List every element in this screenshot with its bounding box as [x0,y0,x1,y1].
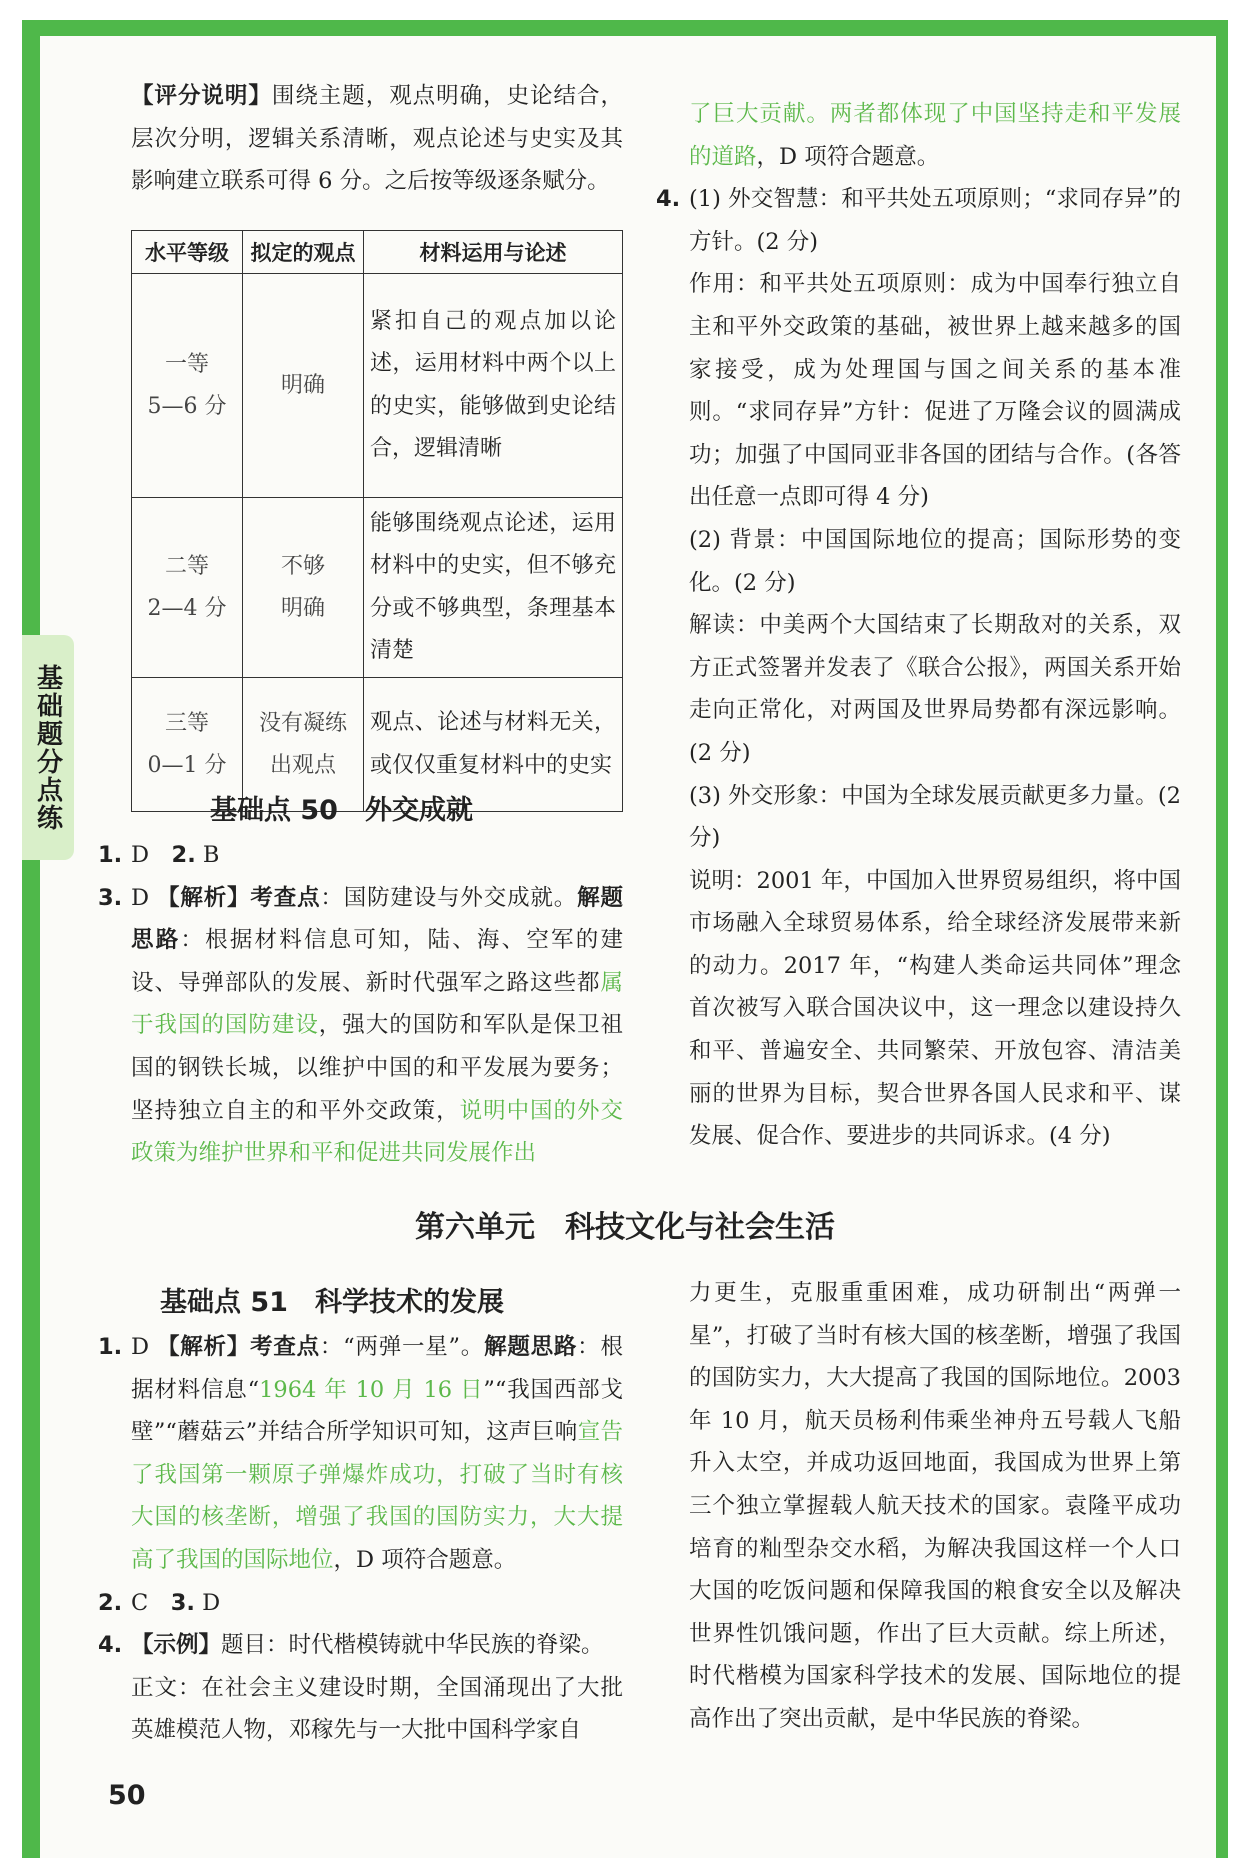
analysis-label: 【解析】 [157,884,251,911]
side-tab-label: 基础题分点练 [32,663,63,832]
section-title-50: 基础点 50 外交成就 [210,795,473,826]
answer-2: C [131,1589,171,1616]
answer-1: D [131,1334,157,1360]
kaochadian-text: ：“两弹一星”。 [319,1334,485,1360]
analysis-text: ：根据材料信息可知，陆、海、空军的建设、导弹部队的发展、新时代强军之路这些都 [131,927,623,996]
answer-3: D [194,1589,221,1616]
question-number: 3. [170,1589,195,1616]
view-cell: 明确 [243,274,364,498]
answer-text: ，D 项符合题意。 [756,143,940,170]
question-number: 3. [98,884,123,911]
analysis-text: ：根据材料信息“ [131,1334,623,1403]
answer-line: (1) 外交智慧：和平共处五项原则；“求同存异”的方针。(2 分) [689,186,1181,255]
level-cell: 二等 2—4 分 [132,498,243,678]
desc-cell: 紧扣自己的观点加以论述，运用材料中两个以上的史实，能够做到史论结合，逻辑清晰 [364,274,623,498]
essay-body: 正文：在社会主义建设时期，全国涌现出了大批英雄模范人物，邓稼先与一大批中国科学家自 [131,1674,623,1744]
answer-line: 解读：中美两个大国结束了长期敌对的关系，双方正式签署并发表了《联合公报》，两国关系开始走向正常化，对两国及世界局势都有深远影响。(2 分) [689,612,1181,766]
side-tab [22,635,74,860]
highlight-text: 了巨大贡献。两者都体现了中国坚持走和平发展的道路 [689,101,1181,170]
silu-label: 解题思路 [131,884,623,954]
answer-line: 作用：和平共处五项原则：成为中国奉行独立自主和平外交政策的基础，被世界上越来越多的国家接受，成为处理国与国之间关系的基本准则。“求同存异”方针：促进了万隆会议的圆满成功；加强了中国同亚非各国的团结与合作。(各答出任意一点即可得 4 分) [689,271,1181,511]
answer-3: D [131,884,158,911]
silu-label: 解题思路 [484,1334,578,1360]
table-header: 材料运用与论述 [364,231,623,274]
answers-50 [98,834,623,1175]
unit-title: 第六单元 科技文化与社会生活 [415,1210,835,1245]
view-cell: 不够 明确 [243,498,364,678]
kaochadian-label: 考查点 [250,884,321,911]
table-header: 水平等级 [132,231,243,274]
table-header: 拟定的观点 [243,231,364,274]
desc-cell: 能够围绕观点论述，运用材料中的史实，但不够充分或不够典型，条理基本清楚 [364,498,623,678]
table-row [132,274,623,498]
section-title-51: 基础点 51 科学技术的发展 [160,1287,504,1318]
right-top-column [656,93,1181,1158]
kaochadian-text: ：国防建设与外交成就。 [320,884,578,911]
answer-1: D [131,842,172,868]
essay-title: 题目：时代楷模铸就中华民族的脊梁。 [221,1632,604,1659]
answer-line: (3) 外交形象：中国为全球发展贡献更多力量。(2 分) [689,782,1181,852]
answer-2: B [195,842,220,868]
analysis-text: ”“我国西部戈壁”“蘑菇云”并结合所学知识可知，这声巨响 [131,1376,623,1446]
question-number: 4. [656,186,681,213]
table-header-row [132,231,623,274]
scoring-label: 【评分说明】 [131,83,272,109]
scoring-text: 围绕主题，观点明确，史论结合，层次分明，逻辑关系清晰，观点论述与史实及其影响建立联系可得 6 分。之后按等级逐条赋分。 [131,83,623,195]
question-number: 2. [171,842,196,868]
question-number: 1. [98,842,123,868]
question-number: 2. [98,1589,123,1616]
level-cell: 三等 0—1 分 [132,678,243,812]
desc-cell: 观点、论述与材料无关，或仅仅重复材料中的史实 [364,678,623,812]
question-number: 1. [98,1334,123,1360]
highlight-date: 1964 年 10 月 16 日 [259,1376,484,1403]
answers-51 [98,1326,623,1752]
answer-line: (2) 背景：中国国际地位的提高；国际形势的变化。(2 分) [689,526,1181,596]
level-cell: 一等 5—6 分 [132,274,243,498]
example-label: 【示例】 [131,1632,222,1659]
highlight-text: 说明中国的外交政策为维护世界和平和促进共同发展作出 [131,1097,623,1167]
analysis-label: 【解析】 [156,1334,251,1360]
page-number: 50 [108,1780,146,1811]
view-cell: 没有凝练 出观点 [243,678,364,812]
table-row [132,498,623,678]
essay-continuation: 力更生，克服重重困难，成功研制出“两弹一星”，打破了当时有核大国的核垄断，增强了我国的国防实力，大大提高了我国的国际地位。2003 年 10 月，航天员杨利伟乘坐神舟五号载人飞船升入太空，并成功返回地面，我国成为世界上第三个独立掌握载人航天技术的国家。袁隆平成功培育的籼型杂交水稻，为解决我国这样一个人口大国的吃饭问题和保障我国的粮食安全以及解决世界性饥饿问题，作出了巨大贡献。综上所述，时代楷模为国家科学技术的发展、国际地位的提高作出了突出贡献，是中华民族的脊梁。 [689,1280,1181,1732]
answer-line: 说明：2001 年，中国加入世界贸易组织，将中国市场融入全球贸易体系，给全球经济发展带来新的动力。2017 年，“构建人类命运共同体”理念首次被写入联合国决议中，这一理念以建设持久和平、普遍安全、共同繁荣、开放包容、清洁美丽的世界为目标，契合世界各国人民求和平、谋发展、促合作、要进步的共同诉求。(4 分) [689,867,1181,1150]
highlight-text: 宣告了我国第一颗原子弹爆炸成功，打破了当时有核大国的核垄断，增强了我国的国防实力，大大提高了我国的国际地位 [131,1419,623,1573]
highlight-text: 属于我国的国防建设 [131,969,623,1039]
question-number: 4. [98,1632,123,1659]
analysis-text: ，强大的国防和军队是保卫祖国的钢铁长城，以维护中国的和平发展为要务；坚持独立自主的和平外交政策， [131,1012,623,1124]
right-bottom-column [689,1272,1181,1741]
kaochadian-label: 考查点 [250,1334,320,1360]
scoring-table [131,230,623,812]
scoring-intro [131,75,623,203]
analysis-text: ，D 项符合题意。 [333,1546,517,1573]
